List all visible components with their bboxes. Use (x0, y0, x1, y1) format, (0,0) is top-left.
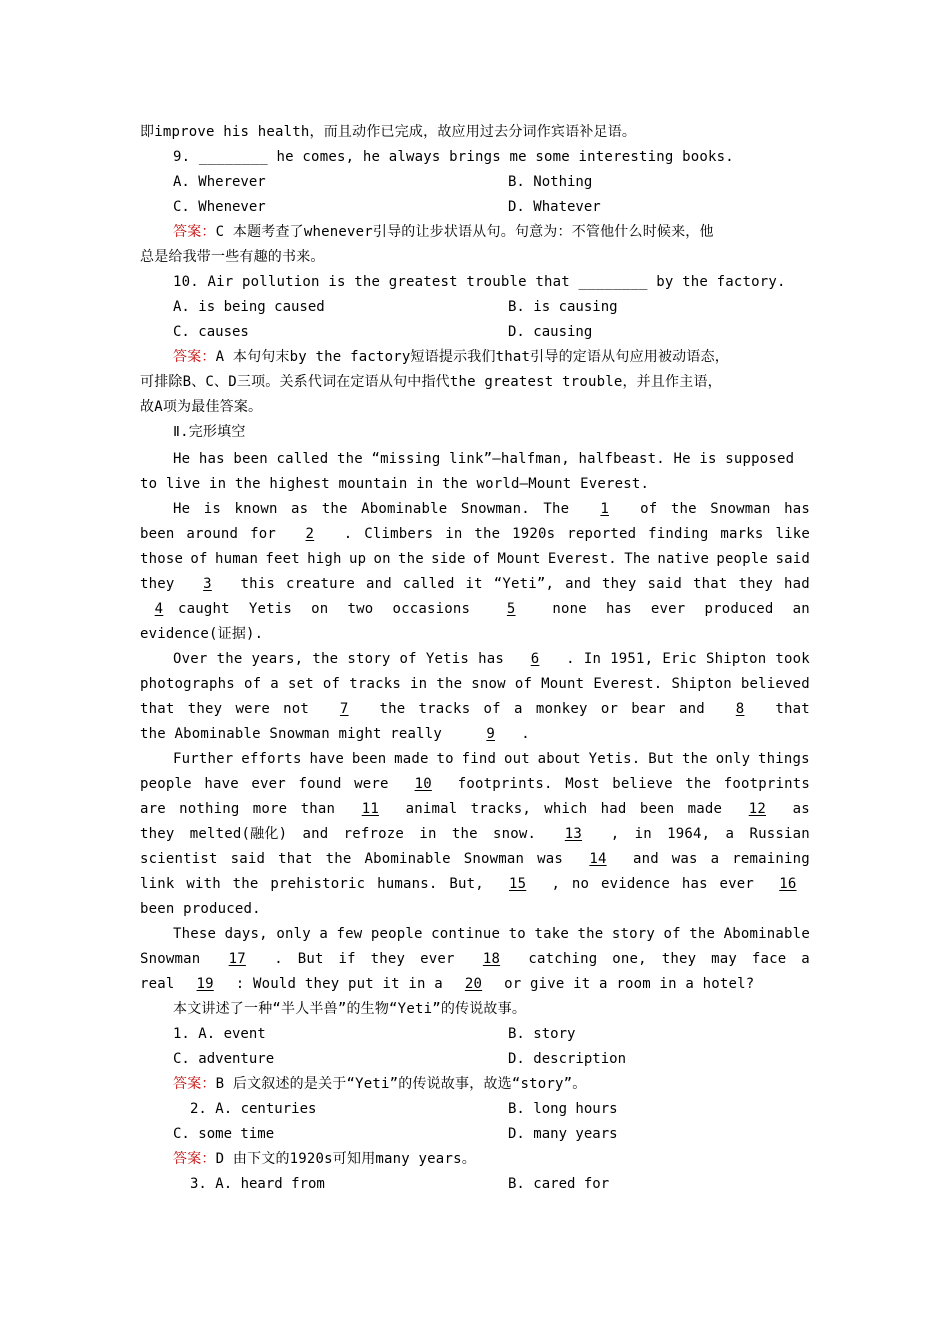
item2-option-a: 2. A. centuries (190, 1101, 317, 1117)
blank-15[interactable]: 15 (509, 876, 527, 892)
q10-answer: 答案：A 本句句末by the factory短语提示我们that引导的定语从句应用被动语态， (173, 349, 729, 365)
blank-11[interactable]: 11 (361, 801, 379, 817)
passage-line: 4 caught Yetis on two occasions 5 none has ever produced an (140, 597, 810, 622)
item2-option-c: C. some time (173, 1126, 275, 1142)
q10-answer-cont: 可排除B、C、D三项。关系代词在定语从句中指代the greatest trouble，并且作主语， (140, 374, 722, 390)
item2-answer: 答案：D 由下文的1920s可知用many years。 (173, 1151, 476, 1167)
passage-line: that they were not 7 the tracks of a monkey or bear and 8 that (140, 697, 810, 722)
q10-option-a: A. is being caused (173, 299, 325, 315)
blank-4[interactable]: 4 (154, 601, 164, 617)
passage-summary: 本文讲述了一种“半人半兽”的生物“Yeti”的传说故事。 (173, 1001, 527, 1017)
q9-option-b: B. Nothing (508, 174, 593, 190)
blank-16[interactable]: 16 (779, 876, 797, 892)
q9-option-d: D. Whatever (508, 199, 601, 215)
passage-line: those of human feet high up on the side of Mount Everest. The native people said (140, 551, 810, 567)
blank-5[interactable]: 5 (506, 601, 516, 617)
q10-stem: 10. Air pollution is the greatest trouble that ________ by the factory. (173, 274, 786, 290)
blank-19[interactable]: 19 (196, 976, 214, 992)
passage-line: link with the prehistoric humans. But, 15 , no evidence has ever 16 (140, 872, 810, 897)
q9-option-a: A. Wherever (173, 174, 266, 190)
passage-line: they melted(融化) and refroze in the snow. 13 , in 1964, a Russian (140, 822, 810, 847)
passage-line: Over the years, the story of Yetis has 6 . In 1951, Eric Shipton took (173, 647, 810, 672)
section-heading-cloze: Ⅱ.完形填空 (173, 424, 246, 440)
passage-line: people have ever found were 10 footprints. Most believe the footprints (140, 772, 810, 797)
q9-answer-cont: 总是给我带一些有趣的书来。 (140, 249, 325, 265)
blank-3[interactable]: 3 (203, 576, 212, 592)
item2-option-b: B. long hours (508, 1101, 618, 1117)
item3-option-b: B. cared for (508, 1176, 610, 1192)
item1-option-c: C. adventure (173, 1051, 275, 1067)
item1-option-d: D. description (508, 1051, 627, 1067)
passage-line: Further efforts have been made to find out about Yetis. But the only things (173, 751, 810, 767)
answer-label: 答案： (173, 1151, 216, 1167)
q10-option-c: C. causes (173, 324, 249, 340)
passage-line: the Abominable Snowman might really 9 . (140, 722, 810, 747)
q10-option-d: D. causing (508, 324, 593, 340)
passage-line: been produced. (140, 901, 261, 917)
blank-9[interactable]: 9 (486, 726, 495, 742)
blank-1[interactable]: 1 (600, 501, 609, 517)
blank-6[interactable]: 6 (530, 651, 540, 667)
q8-explanation-tail: 即improve his health，而且动作已完成，故应用过去分词作宾语补足语。 (140, 124, 637, 140)
item3-option-a: 3. A. heard from (190, 1176, 325, 1192)
blank-17[interactable]: 17 (228, 951, 246, 967)
passage-line: evidence(证据). (140, 626, 264, 642)
passage-line: they 3 this creature and called it “Yeti”, and they said that they had (140, 572, 810, 597)
passage-line: real 19 : Would they put it in a 20 or give it a room in a hotel? (140, 972, 810, 997)
item1-answer: 答案：B 后文叙述的是关于“Yeti”的传说故事，故选“story”。 (173, 1076, 587, 1092)
passage-line: are nothing more than 11 animal tracks, which had been made 12 as (140, 797, 810, 822)
passage-line: been around for 2 . Climbers in the 1920s reported finding marks like (140, 522, 810, 547)
answer-label: 答案： (173, 1076, 216, 1092)
q9-stem: 9. ________ he comes, he always brings me some interesting books. (173, 149, 734, 165)
answer-label: 答案： (173, 349, 216, 365)
passage-line: to live in the highest mountain in the world—Mount Everest. (140, 476, 650, 492)
item2-option-d: D. many years (508, 1126, 618, 1142)
passage-line: He has been called the “missing link”—halfman, halfbeast. He is supposed (173, 451, 795, 467)
passage-line: scientist said that the Abominable Snowman was 14 and was a remaining (140, 847, 810, 872)
blank-10[interactable]: 10 (414, 776, 432, 792)
q10-answer-cont2: 故A项为最佳答案。 (140, 399, 263, 415)
blank-8[interactable]: 8 (735, 701, 745, 717)
blank-2[interactable]: 2 (305, 526, 315, 542)
passage-line: Snowman 17 . But if they ever 18 catching one, they may face a (140, 947, 810, 972)
blank-13[interactable]: 13 (564, 826, 583, 842)
passage-line: He is known as the Abominable Snowman. The 1 of the Snowman has (173, 497, 810, 522)
blank-20[interactable]: 20 (464, 976, 483, 992)
blank-14[interactable]: 14 (589, 851, 607, 867)
passage-line: photographs of a set of tracks in the snow of Mount Everest. Shipton believed (140, 676, 810, 692)
answer-label: 答案： (173, 224, 216, 240)
item1-option-b: B. story (508, 1026, 576, 1042)
item1-option-a: 1. A. event (173, 1026, 266, 1042)
blank-12[interactable]: 12 (748, 801, 766, 817)
q9-answer: 答案：C 本题考查了whenever引导的让步状语从句。句意为：不管他什么时候来，他 (173, 224, 714, 240)
blank-7[interactable]: 7 (339, 701, 349, 717)
blank-18[interactable]: 18 (482, 951, 501, 967)
q9-option-c: C. Whenever (173, 199, 266, 215)
passage-line: These days, only a few people continue to take the story of the Abominable (173, 926, 810, 942)
q10-option-b: B. is causing (508, 299, 618, 315)
